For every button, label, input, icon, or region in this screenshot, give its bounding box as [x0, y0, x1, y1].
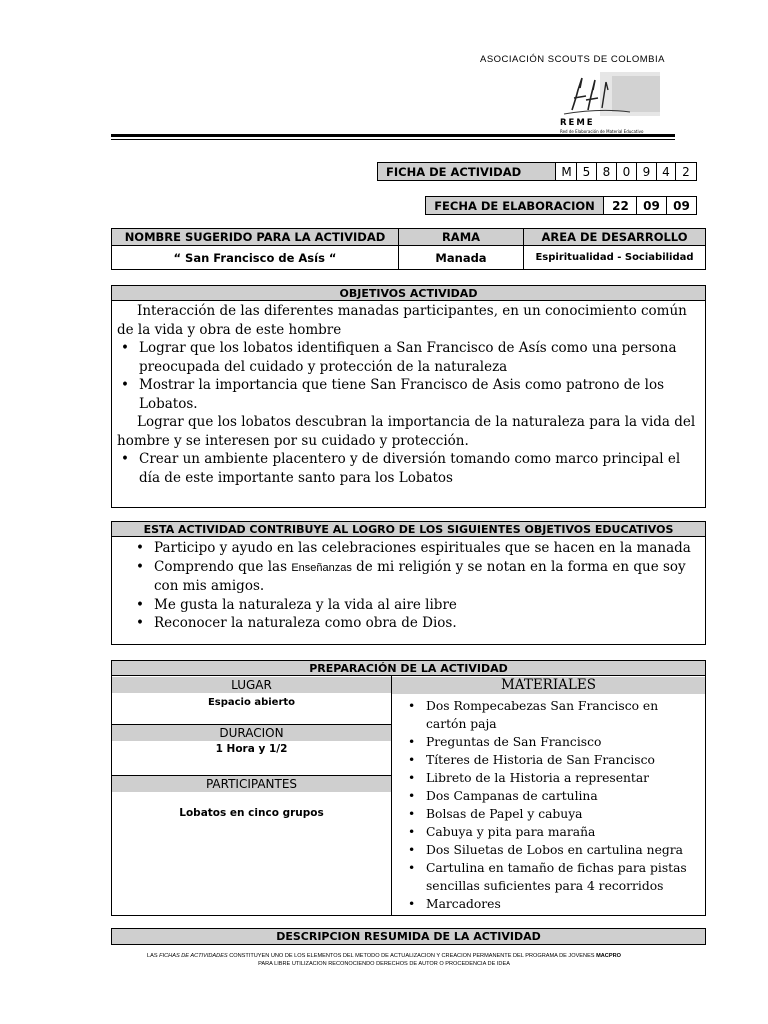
summary-header-nombre: NOMBRE SUGERIDO PARA LA ACTIVIDAD [112, 229, 399, 246]
material-item-10: • Marcadores [394, 895, 702, 913]
contribuye-item-2-a: Comprendo que las [154, 558, 292, 575]
summary-table [111, 228, 706, 270]
contribuye-section [111, 521, 706, 645]
header-rule-thin [111, 139, 675, 140]
objetivos-para-1: Interacción de las diferentes manadas participantes, en un conocimiento común de la vida y obra de este hombre [117, 303, 687, 338]
material-item-5: • Dos Campanas de cartulina [394, 787, 702, 805]
ficha-code-6: 2 [682, 164, 690, 179]
fecha-label: FECHA DE ELABORACION [426, 197, 604, 214]
rama-value: Manada [399, 246, 524, 269]
objetivos-section [111, 285, 706, 508]
duracion-value: 1 Hora y 1/2 [215, 743, 288, 755]
material-item-4: • Libreto de la Historia a representar [394, 769, 702, 787]
footer-line-1-c: CONSTITUYEN UNO DE LOS ELEMENTOS DEL METODO DE ACTUALIZACION Y CREACION PERMANENTE DEL PROGRAMA DE JOVENES [227, 953, 597, 959]
fecha-day: 22 [605, 197, 637, 214]
materiales-label: MATERIALES [392, 677, 705, 694]
materiales-list [394, 697, 702, 913]
ficha-label: FICHA DE ACTIVIDAD [378, 163, 556, 180]
objetivos-body [117, 302, 697, 487]
footer-line-2: PARA LIBRE UTILIZACION RECONOCIENDO DERECHOS DE AUTOR O PROCEDENCIA DE IDEA [258, 961, 510, 967]
preparacion-section [111, 660, 706, 916]
activity-name: “ San Francisco de Asís “ [112, 246, 399, 269]
material-item-1: • Dos Rompecabezas San Francisco en cartón paja [394, 697, 702, 733]
preparacion-title: PREPARACIÓN DE LA ACTIVIDAD [112, 661, 705, 676]
footer-line-1 [0, 953, 768, 959]
material-item-3: • Títeres de Historia de San Francisco [394, 751, 702, 769]
contribuye-item-2 [132, 558, 702, 596]
objetivos-bullet-1: • Lograr que los lobatos identifiquen a San Francisco de Asís como una persona preocupada del cuidado y protección de la naturaleza [117, 339, 697, 376]
material-item-9: • Cartulina en tamaño de fichas para pistas sencillas suficientes para 4 recorridos [394, 859, 702, 895]
ficha-de-actividad-box [377, 162, 697, 181]
contribuye-list [132, 539, 702, 633]
participantes-label: PARTICIPANTES [112, 776, 391, 792]
material-item-8: • Dos Siluetas de Lobos en cartulina negra [394, 841, 702, 859]
ficha-code-5: 4 [657, 163, 676, 180]
lugar-value: Espacio abierto [207, 697, 296, 708]
contribuye-item-2-c: de mi religión y se notan en la forma en que soy con mis amigos. [154, 558, 686, 594]
contribuye-title: ESTA ACTIVIDAD CONTRIBUYE AL LOGRO DE LOS SIGUIENTES OBJETIVOS EDUCATIVOS [112, 522, 705, 537]
reme-logo [560, 68, 675, 136]
ficha-code-3: 0 [617, 163, 637, 180]
descripcion-title: DESCRIPCION RESUMIDA DE LA ACTIVIDAD [276, 930, 541, 943]
lugar-label: LUGAR [112, 677, 391, 693]
contribuye-item-4: • Reconocer la naturaleza como obra de Dios. [132, 614, 702, 633]
organization-name: ASOCIACIÓN SCOUTS DE COLOMBIA [480, 54, 665, 65]
contribuye-item-1: • Participo y ayudo en las celebraciones espirituales que se hacen en la manada [132, 539, 702, 558]
contribuye-item-2-b: Enseñanzas [291, 561, 352, 574]
summary-header-area: AREA DE DESARROLLO [524, 229, 705, 246]
footer-line-1-a: LAS [147, 953, 160, 959]
objetivos-bullet-3: • Crear un ambiente placentero y de diversión tomando como marco principal el día de este importante santo para los Lobatos [117, 450, 697, 487]
material-item-2: • Preguntas de San Francisco [394, 733, 702, 751]
preparacion-divider [391, 676, 392, 915]
summary-header-rama: RAMA [399, 229, 524, 246]
objetivos-title: OBJETIVOS ACTIVIDAD [112, 286, 705, 301]
ficha-code-4: 9 [637, 163, 657, 180]
reme-logo-subtext: Red de Elaboración de Material Educativo [560, 129, 644, 134]
fecha-month: 09 [637, 197, 667, 214]
duracion-label: DURACION [112, 725, 391, 741]
objetivos-para-2: Lograr que los lobatos descubran la importancia de la naturaleza para la vida del hombre y se interesen por su cuidado y protección. [117, 414, 696, 449]
ficha-code-1: 5 [577, 163, 597, 180]
area-value: Espiritualidad - Sociabilidad [535, 252, 694, 263]
objetivos-bullet-2: • Mostrar la importancia que tiene San Francisco de Asis como patrono de los Lobatos. [117, 376, 697, 413]
contribuye-item-3: • Me gusta la naturaleza y la vida al aire libre [132, 596, 702, 615]
material-item-6: • Bolsas de Papel y cabuya [394, 805, 702, 823]
header-rule-thick [111, 134, 675, 137]
ficha-code-0: M [557, 163, 577, 180]
footer-line-1-b: FICHAS DE ACTIVIDADES [159, 953, 228, 959]
footer-macpro: MACPRO [596, 953, 621, 959]
fecha-elaboracion-box [425, 196, 697, 215]
reme-logo-text: REME [560, 118, 595, 128]
descripcion-section [111, 928, 706, 945]
ficha-code-2: 8 [597, 163, 617, 180]
fecha-year: 09 [673, 198, 690, 213]
material-item-7: • Cabuya y pita para maraña [394, 823, 702, 841]
participantes-value: Lobatos en cinco grupos [179, 807, 324, 819]
